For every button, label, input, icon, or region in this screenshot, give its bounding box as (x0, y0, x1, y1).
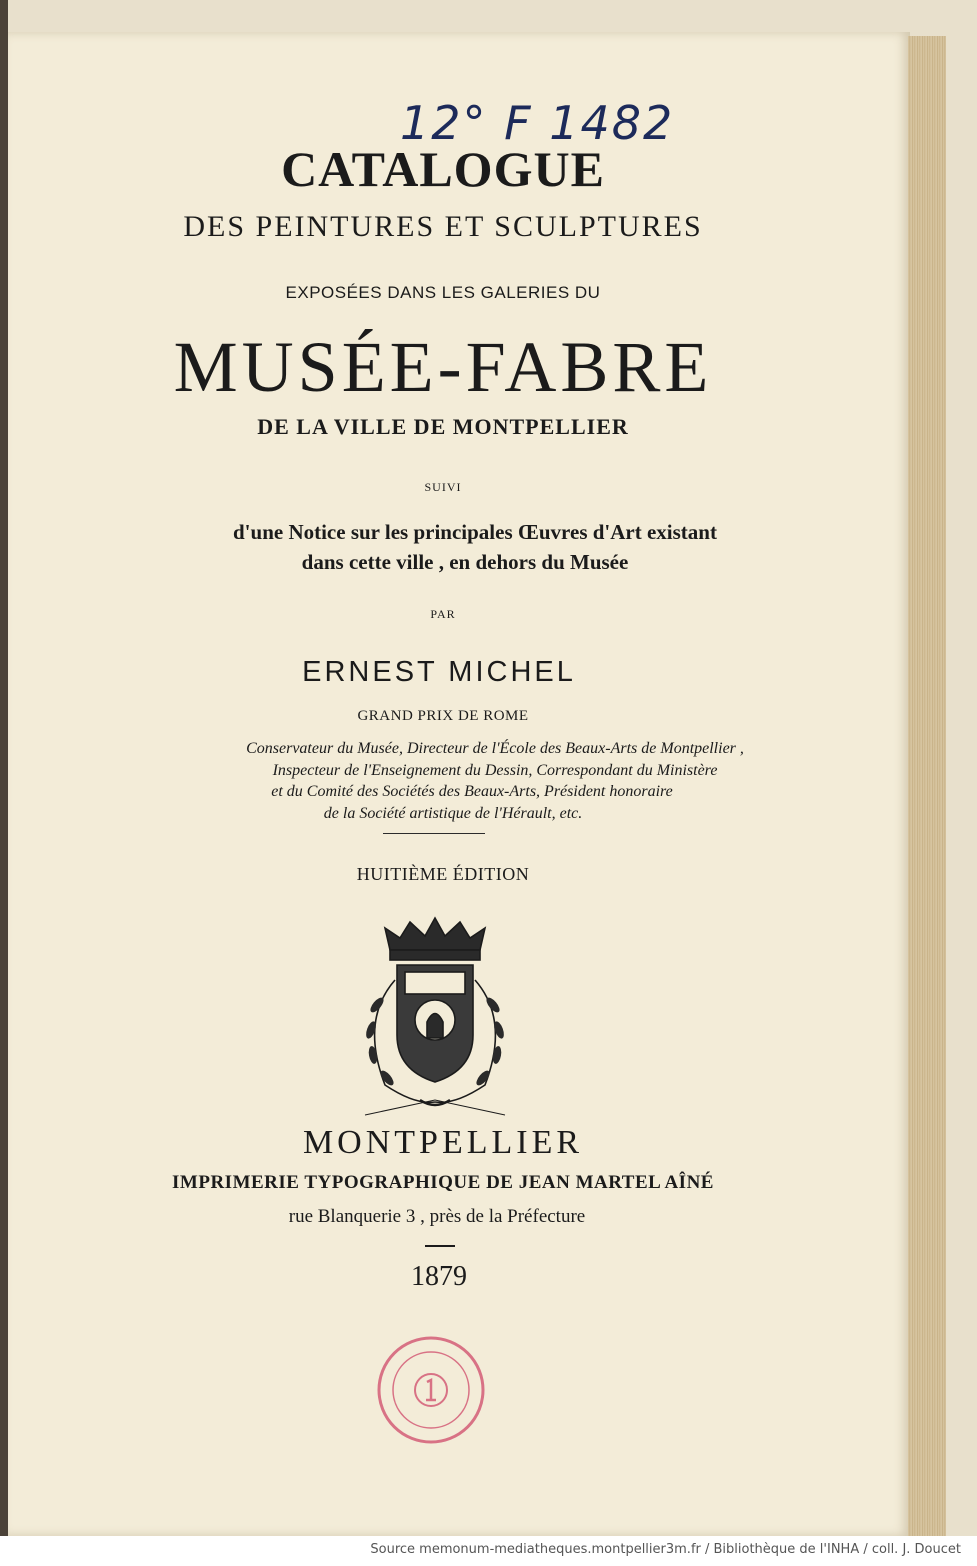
by-label: PAR (430, 607, 456, 621)
publication-place: MONTPELLIER (302, 1124, 584, 1161)
author-title-line: Conservateur du Musée, Directeur de l'École des Beaux-Arts de Montpellier , (246, 740, 744, 757)
author-title-line: Inspecteur de l'Enseignement du Dessin, Correspondant du Ministère (272, 762, 718, 779)
author-title-line: et du Comité des Sociétés des Beaux-Arts, Président honoraire (271, 783, 673, 800)
author-title-line: de la Société artistique de l'Hérault, etc. (323, 805, 583, 822)
divider-rule (425, 1245, 455, 1247)
title-suivi: SUIVI (424, 480, 462, 494)
printer-name: IMPRIMERIE TYPOGRAPHIQUE DE JEAN MARTEL AÎNÉ (172, 1172, 714, 1193)
title-museum-name: MUSÉE-FABRE (173, 327, 713, 407)
title-catalogue: CATALOGUE (281, 141, 605, 197)
title-exposees: EXPOSÉES DANS LES GALERIES DU (285, 283, 601, 302)
publication-year: 1879 (411, 1261, 467, 1292)
title-subtitle: DES PEINTURES ET SCULPTURES (183, 210, 703, 243)
divider-rule (383, 833, 485, 834)
notice-line-1: d'une Notice sur les principales Œuvres d'Art existant (233, 520, 717, 544)
printer-address: rue Blanquerie 3 , près de la Préfecture (288, 1206, 586, 1227)
author-award: GRAND PRIX DE ROME (357, 708, 529, 724)
author-name: ERNEST MICHEL (302, 656, 576, 688)
notice-line-2: dans cette ville , en dehors du Musée (301, 550, 629, 574)
handwritten-shelfmark: 12° F 1482 (400, 96, 675, 150)
book-spine (0, 0, 8, 1536)
edition-label: HUITIÈME ÉDITION (356, 864, 530, 884)
library-stamp-icon (371, 1330, 491, 1450)
page-edges (908, 36, 946, 1536)
source-credit: Source memonum-mediatheques.montpellier3m.fr / Bibliothèque de l'INHA / coll. J. Doucet (370, 1542, 961, 1557)
title-city-line: DE LA VILLE DE MONTPELLIER (257, 414, 629, 439)
coat-of-arms-icon (335, 910, 535, 1120)
